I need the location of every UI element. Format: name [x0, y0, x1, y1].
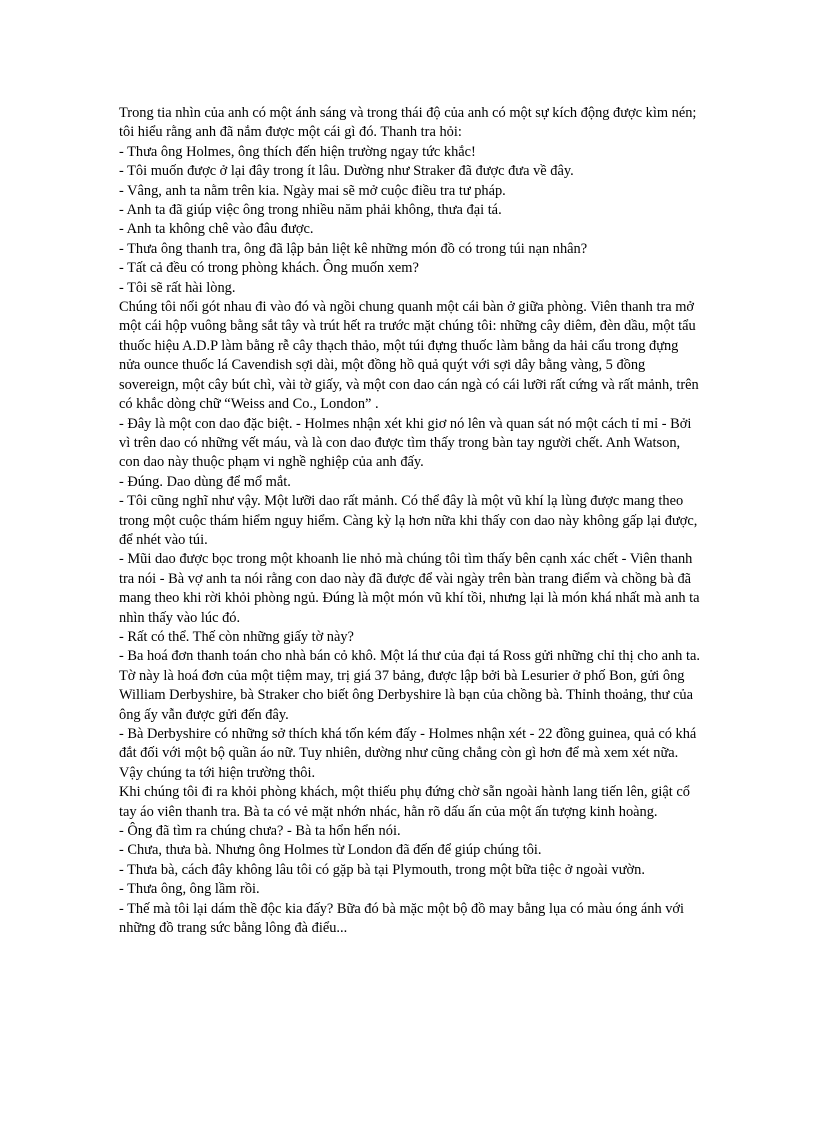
paragraph-4: - Vâng, anh ta nằm trên kia. Ngày mai sẽ mở cuộc điều tra tư pháp.	[119, 182, 506, 199]
paragraph-18: Khi chúng tôi đi ra khỏi phòng khách, một thiếu phụ đứng chờ sẵn ngoài hành lang tiến lên, giật cổ tay áo viên thanh tra. Bà ta có vẻ mặt nhớn nhác, hằn rõ dấu ấn của một ấn tượng kinh hoàng.	[119, 784, 690, 820]
paragraph-9: - Tôi sẽ rất hài lòng.	[119, 279, 236, 296]
paragraph-11: - Đây là một con dao đặc biệt. - Holmes nhận xét khi giơ nó lên và quan sát nó một cách tỉ mỉ - Bởi vì trên dao có những vết máu, và là con dao được tìm thấy trong bàn tay người chết. Anh Watson, con dao này thuộc phạm vi nghề nghiệp của anh đấy.	[119, 415, 692, 471]
document-body	[119, 104, 701, 938]
paragraph-13: - Tôi cũng nghĩ như vậy. Một lưỡi dao rất mảnh. Có thể đây là một vũ khí lạ lùng được mang theo trong một cuộc thám hiểm nguy hiểm. Càng kỳ lạ hơn nữa khi thấy con dao này không gấp lại được, để nhét vào túi.	[119, 493, 698, 548]
paragraph-23: - Thế mà tôi lại dám thề độc kia đấy? Bữa đó bà mặc một bộ đồ may bằng lụa có màu óng ánh với những đồ trang sức bằng lông đà điểu...	[119, 900, 685, 937]
paragraph-10: Chúng tôi nối gót nhau đi vào đó và ngồi chung quanh một cái bàn ở giữa phòng. Viên thanh tra mở một cái hộp vuông bằng sắt tây và trút hết ra trước mặt chúng tôi: những cây diêm, đèn dầu, một tẩu thuốc hiệu A.D.P làm bằng rễ cây thạch thảo, một túi đựng thuốc làm bằng da hải cẩu trong đựng nửa ounce thuốc lá Cavendish sợi dài, một đồng hồ quả quýt với sợi dây bằng vàng, 5 đồng sovereign, một cây bút chì, vài tờ giấy, và một con dao cán ngà có cái lưỡi rất cứng và rất mảnh, trên có khắc dòng chữ “Weiss and Co., London” .	[119, 299, 699, 413]
paragraph-2: - Thưa ông Holmes, ông thích đến hiện trường ngay tức khắc!	[119, 143, 476, 160]
paragraph-6: - Anh ta không chê vào đâu được.	[119, 221, 314, 238]
paragraph-20: - Chưa, thưa bà. Nhưng ông Holmes từ London đã đến để giúp chúng tôi.	[119, 842, 542, 859]
paragraph-8: - Tất cả đều có trong phòng khách. Ông muốn xem?	[119, 260, 419, 277]
paragraph-5: - Anh ta đã giúp việc ông trong nhiều năm phải không, thưa đại tá.	[119, 202, 502, 219]
paragraph-12: - Đúng. Dao dùng để mổ mắt.	[119, 473, 291, 490]
paragraph-3: - Tôi muốn được ở lại đây trong ít lâu. Dường như Straker đã được đưa về đây.	[119, 163, 574, 180]
paragraph-19: - Ông đã tìm ra chúng chưa? - Bà ta hổn hển nói.	[119, 823, 401, 840]
paragraph-15: - Rất có thể. Thế còn những giấy tờ này?	[119, 628, 354, 645]
paragraph-14: - Mũi dao được bọc trong một khoanh lie nhỏ mà chúng tôi tìm thấy bên cạnh xác chết - Viên thanh tra nói - Bà vợ anh ta nói rằng con dao này đã được để vài ngày trên bàn trang điểm và chồng bà đã mang theo khi rời khỏi phòng ngủ. Đúng là một món vũ khí tồi, nhưng lại là món khá nhất mà anh ta nhìn thấy vào lúc đó.	[119, 551, 700, 626]
paragraph-1: Trong tia nhìn của anh có một ánh sáng và trong thái độ của anh có một sự kích động được kìm nén; tôi hiểu rằng anh đã nắm được một cái gì đó. Thanh tra hỏi:	[119, 105, 697, 141]
paragraph-17: - Bà Derbyshire có những sở thích khá tốn kém đấy - Holmes nhận xét - 22 đồng guinea, quả có khá đắt đối với một bộ quần áo nữ. Tuy nhiên, dường như cũng chẳng còn gì hơn để mà xem xét nữa. Vậy chúng ta tới hiện trường thôi.	[119, 726, 697, 781]
paragraph-21: - Thưa bà, cách đây không lâu tôi có gặp bà tại Plymouth, trong một bữa tiệc ở ngoài vườn.	[119, 861, 645, 878]
paragraph-22: - Thưa ông, ông lầm rồi.	[119, 881, 260, 898]
paragraph-7: - Thưa ông thanh tra, ông đã lập bản liệt kê những món đồ có trong túi nạn nhân?	[119, 240, 588, 257]
paragraph-16: - Ba hoá đơn thanh toán cho nhà bán cỏ khô. Một lá thư của đại tá Ross gửi những chỉ thị cho anh ta. Tờ này là hoá đơn của một tiệm may, trị giá 37 bảng, được lập bởi bà Lesurier ở phố Bon, gửi ông William Derbyshire, bà Straker cho biết ông Derbyshire là bạn của chồng bà. Thỉnh thoảng, thư của ông ấy vẫn được gửi đến đây.	[119, 648, 700, 723]
